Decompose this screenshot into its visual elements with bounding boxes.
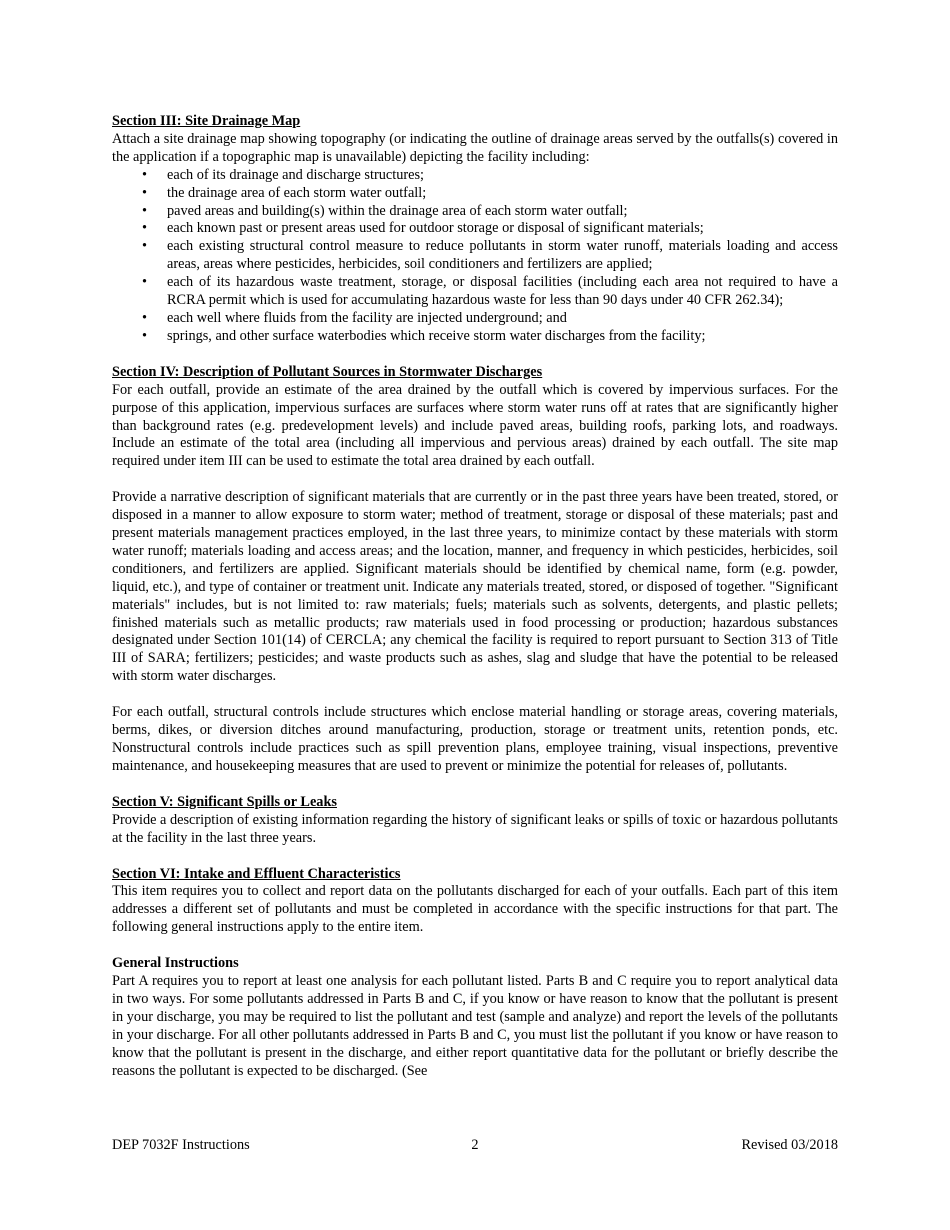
section-4-paragraph-1: For each outfall, provide an estimate of the area drained by the outfall which is covered by impervious surfaces. For the purpose of this application, impervious surfaces are surfaces where storm water runs off at rates that are significantly higher than background rates (e.g. predevelopment levels) and include paved areas, building roofs, parking lots, and roadways. Include an estimate of the total area (including all impervious and pervious areas) drained by each outfall. The site map required under item III can be used to estimate the total area drained by each outfall. <box>112 381 838 470</box>
list-item: • the drainage area of each storm water outfall; <box>142 184 427 201</box>
spacer <box>112 471 838 489</box>
spacer <box>112 848 838 866</box>
bullet-icon: • <box>142 184 148 201</box>
footer-revision-date: Revised 03/2018 <box>741 1137 838 1153</box>
list-item: • paved areas and building(s) within the drainage area of each storm water outfall; <box>142 202 628 219</box>
general-instructions-paragraph: Part A requires you to report at least one analysis for each pollutant listed. Parts B and C require you to report analytical data in two ways. For some pollutants addressed in Parts B and C, if you know or have reason to know that the pollutant is present in your discharge, you may be required to list the pollutant and test (sample and analyze) and report the levels of the pollutants in your discharge. For all other pollutants addressed in Parts B and C, you must list the pollutant if you know or have reason to know that the pollutant is present in the discharge, and either report quantitative data for the pollutant or briefly describe the reasons the pollutant is expected to be discharged. (See <box>112 973 838 1079</box>
bullet-icon: • <box>142 309 148 326</box>
section-5-paragraph: Provide a description of existing information regarding the history of significant leaks or spills of toxic or hazardous pollutants at the facility in the last three years. <box>112 811 838 846</box>
bullet-icon: • <box>142 274 148 291</box>
section-4-heading: Section IV: Description of Pollutant Sources in Stormwater Discharges <box>112 363 543 380</box>
spacer <box>112 346 838 364</box>
section-3-intro: Attach a site drainage map showing topography (or indicating the outline of drainage areas served by the outfalls(s) covered in the application if a topographic map is unavailable) depicting the facility including: <box>112 130 838 165</box>
list-item: • each well where fluids from the facility are injected underground; and <box>142 309 567 326</box>
bullet-icon: • <box>142 202 148 219</box>
page-footer <box>112 1137 838 1155</box>
footer-form-name: DEP 7032F Instructions <box>112 1137 250 1153</box>
section-4-paragraph-2: Provide a narrative description of significant materials that are currently or in the past three years have been treated, stored, or disposed in a manner to allow exposure to storm water; method of treatment, storage or disposal of these materials; past and present materials management practices employed, in the last three years, to minimize contact by these materials with storm water runoff; materials loading and access areas; and the location, manner, and frequency in which pesticides, herbicides, soil conditioners, and fertilizers are applied. Significant materials should be identified by chemical name, form (e.g. powder, liquid, etc.), and type of container or treatment unit. Indicate any materials treated, stored, or disposed of together. "Significant materials" includes, but is not limited to: raw materials; fuels; materials such as solvents, detergents, and plastic pellets; finished materials such as metallic products; raw materials used in food processing or production; hazardous substances designated under Section 101(14) of CERCLA; any chemical the facility is required to report pursuant to Section 313 of Title III of SARA; fertilizers; pesticides; and waste products such as ashes, slag and sludge that have the potential to be released with storm water discharges. <box>112 489 838 685</box>
spacer <box>112 776 838 794</box>
bullet-icon: • <box>142 238 148 255</box>
section-6-paragraph: This item requires you to collect and report data on the pollutants discharged for each of your outfalls. Each part of this item addresses a different set of pollutants and must be completed in accordance with the specific instructions for that part. The following general instructions apply to the entire item. <box>112 883 838 936</box>
list-item: • each of its hazardous waste treatment, storage, or disposal facilities (including each area not required to have a RCRA permit which is used for accumulating hazardous waste for less than 90 days under 40 CFR 262.34); <box>142 274 838 309</box>
bullet-icon: • <box>142 220 148 237</box>
list-item: • each known past or present areas used for outdoor storage or disposal of significant materials; <box>142 220 704 237</box>
section-3-heading: Section III: Site Drainage Map <box>112 113 301 129</box>
section-5-heading: Section V: Significant Spills or Leaks <box>112 793 337 810</box>
list-item: • each existing structural control measure to reduce pollutants in storm water runoff, materials loading and access areas, areas where pesticides, herbicides, soil conditioners and fertilizers are applied; <box>142 238 838 273</box>
document-page <box>112 113 838 1081</box>
section-3-bullet-list <box>112 167 838 346</box>
list-item: • springs, and other surface waterbodies which receive storm water discharges from the facility; <box>142 327 706 344</box>
list-item: • each of its drainage and discharge structures; <box>142 166 424 183</box>
general-instructions-heading: General Instructions <box>112 955 239 972</box>
bullet-icon: • <box>142 166 148 183</box>
section-4-paragraph-3: For each outfall, structural controls include structures which enclose material handling or storage areas, covering materials, berms, dikes, or diversion ditches around manufacturing, production, storage or treatment units, retention ponds, etc. Nonstructural controls include practices such as spill prevention plans, employee training, visual inspections, preventive maintenance, and housekeeping measures that are used to prevent or minimize the potential for releases of, pollutants. <box>112 704 838 774</box>
bullet-icon: • <box>142 327 148 344</box>
section-6-heading: Section VI: Intake and Effluent Characteristics <box>112 865 401 882</box>
footer-page-number: 2 <box>471 1137 479 1153</box>
spacer <box>112 686 838 704</box>
spacer <box>112 937 838 955</box>
